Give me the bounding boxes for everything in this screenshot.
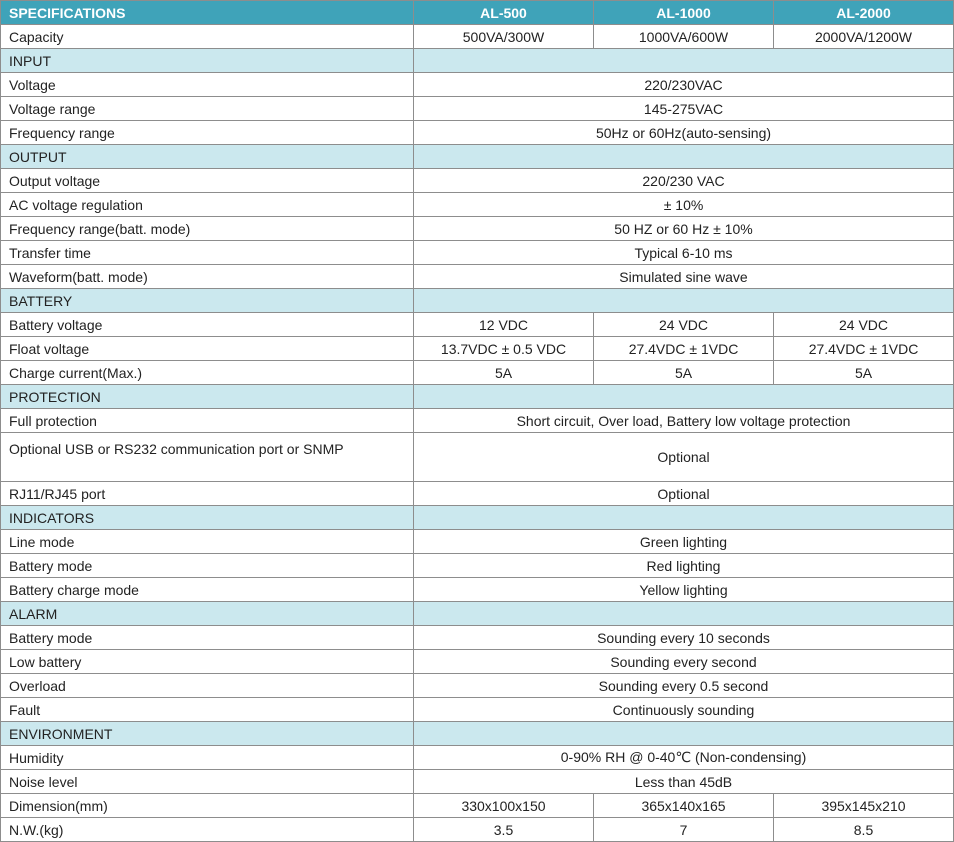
indicator-battery-mode-row <box>1 554 954 578</box>
header-row <box>1 1 954 25</box>
section-output <box>1 145 954 169</box>
cell-value: Short circuit, Over load, Battery low voltage protection <box>414 409 954 433</box>
section-title: BATTERY <box>1 289 414 313</box>
cell-value: Sounding every 10 seconds <box>414 626 954 650</box>
model-al2000-header: AL-2000 <box>774 1 954 25</box>
cell-value: 24 VDC <box>594 313 774 337</box>
spec-header: SPECIFICATIONS <box>1 1 414 25</box>
cell-value: 24 VDC <box>774 313 954 337</box>
row-label: Line mode <box>1 530 414 554</box>
row-label: Voltage range <box>1 97 414 121</box>
section-input <box>1 49 954 73</box>
row-label: Dimension(mm) <box>1 794 414 818</box>
transfer-time-row <box>1 241 954 265</box>
cell-value: 500VA/300W <box>414 25 594 49</box>
cell-value: 2000VA/1200W <box>774 25 954 49</box>
section-title: ENVIRONMENT <box>1 722 414 746</box>
comm-port-row <box>1 433 954 482</box>
section-title: ALARM <box>1 602 414 626</box>
model-al1000-header: AL-1000 <box>594 1 774 25</box>
cell-value: 5A <box>774 361 954 385</box>
cell-value: 3.5 <box>414 818 594 842</box>
row-label: Battery mode <box>1 626 414 650</box>
row-label: Frequency range(batt. mode) <box>1 217 414 241</box>
row-label: Output voltage <box>1 169 414 193</box>
section-protection <box>1 385 954 409</box>
row-label: Float voltage <box>1 337 414 361</box>
input-frequency-row <box>1 121 954 145</box>
alarm-battery-mode-row <box>1 626 954 650</box>
section-battery <box>1 289 954 313</box>
fault-row <box>1 698 954 722</box>
noise-level-row <box>1 770 954 794</box>
section-title: INPUT <box>1 49 414 73</box>
section-title: INDICATORS <box>1 506 414 530</box>
row-label: Low battery <box>1 650 414 674</box>
cell-value: Typical 6-10 ms <box>414 241 954 265</box>
cell-value: 7 <box>594 818 774 842</box>
cell-value: Sounding every 0.5 second <box>414 674 954 698</box>
cell-value: 5A <box>594 361 774 385</box>
row-label: RJ11/RJ45 port <box>1 482 414 506</box>
output-frequency-row <box>1 217 954 241</box>
section-fill <box>414 722 954 746</box>
row-label: N.W.(kg) <box>1 818 414 842</box>
output-voltage-row <box>1 169 954 193</box>
cell-value: 220/230VAC <box>414 73 954 97</box>
section-fill <box>414 145 954 169</box>
cell-value: 365x140x165 <box>594 794 774 818</box>
battery-voltage-row <box>1 313 954 337</box>
ac-regulation-row <box>1 193 954 217</box>
section-environment <box>1 722 954 746</box>
cell-value: 395x145x210 <box>774 794 954 818</box>
cell-value: 8.5 <box>774 818 954 842</box>
cell-value: Continuously sounding <box>414 698 954 722</box>
section-title: OUTPUT <box>1 145 414 169</box>
row-label: Battery voltage <box>1 313 414 337</box>
row-label: Full protection <box>1 409 414 433</box>
cell-value: 12 VDC <box>414 313 594 337</box>
cell-value: Less than 45dB <box>414 770 954 794</box>
charge-mode-row <box>1 578 954 602</box>
row-label: Waveform(batt. mode) <box>1 265 414 289</box>
cell-value: 5A <box>414 361 594 385</box>
input-voltage-row <box>1 73 954 97</box>
row-label: Fault <box>1 698 414 722</box>
overload-row <box>1 674 954 698</box>
full-protection-row <box>1 409 954 433</box>
section-title: PROTECTION <box>1 385 414 409</box>
section-indicators <box>1 506 954 530</box>
line-mode-row <box>1 530 954 554</box>
humidity-row <box>1 746 954 770</box>
cell-value: Yellow lighting <box>414 578 954 602</box>
low-battery-row <box>1 650 954 674</box>
cell-value: 1000VA/600W <box>594 25 774 49</box>
cell-value: 330x100x150 <box>414 794 594 818</box>
cell-value: Red lighting <box>414 554 954 578</box>
row-label: AC voltage regulation <box>1 193 414 217</box>
row-label: Voltage <box>1 73 414 97</box>
section-fill <box>414 289 954 313</box>
cell-value: 27.4VDC ± 1VDC <box>594 337 774 361</box>
row-label: Noise level <box>1 770 414 794</box>
section-fill <box>414 385 954 409</box>
row-label: Optional USB or RS232 communication port or SNMP <box>1 433 414 482</box>
row-label: Overload <box>1 674 414 698</box>
row-label: Humidity <box>1 746 414 770</box>
cell-value: Optional <box>414 433 954 482</box>
cell-value: ± 10% <box>414 193 954 217</box>
cell-value: 0-90% RH @ 0-40℃ (Non-condensing) <box>414 746 954 770</box>
cell-value: 50 HZ or 60 Hz ± 10% <box>414 217 954 241</box>
waveform-row <box>1 265 954 289</box>
row-label: Charge current(Max.) <box>1 361 414 385</box>
row-label: Battery charge mode <box>1 578 414 602</box>
cell-value: 13.7VDC ± 0.5 VDC <box>414 337 594 361</box>
cell-value: 27.4VDC ± 1VDC <box>774 337 954 361</box>
cell-value: Optional <box>414 482 954 506</box>
section-fill <box>414 602 954 626</box>
row-label: Transfer time <box>1 241 414 265</box>
cell-value: Green lighting <box>414 530 954 554</box>
charge-current-row <box>1 361 954 385</box>
float-voltage-row <box>1 337 954 361</box>
section-fill <box>414 506 954 530</box>
input-voltage-range-row <box>1 97 954 121</box>
section-alarm <box>1 602 954 626</box>
cell-value: 50Hz or 60Hz(auto-sensing) <box>414 121 954 145</box>
dimension-row <box>1 794 954 818</box>
row-label: Frequency range <box>1 121 414 145</box>
cell-value: 220/230 VAC <box>414 169 954 193</box>
cell-value: 145-275VAC <box>414 97 954 121</box>
cell-value: Sounding every second <box>414 650 954 674</box>
cell-value: Simulated sine wave <box>414 265 954 289</box>
rj-port-row <box>1 482 954 506</box>
row-label: Battery mode <box>1 554 414 578</box>
row-label: Capacity <box>1 25 414 49</box>
section-fill <box>414 49 954 73</box>
model-al500-header: AL-500 <box>414 1 594 25</box>
weight-row <box>1 818 954 842</box>
capacity-row <box>1 25 954 49</box>
